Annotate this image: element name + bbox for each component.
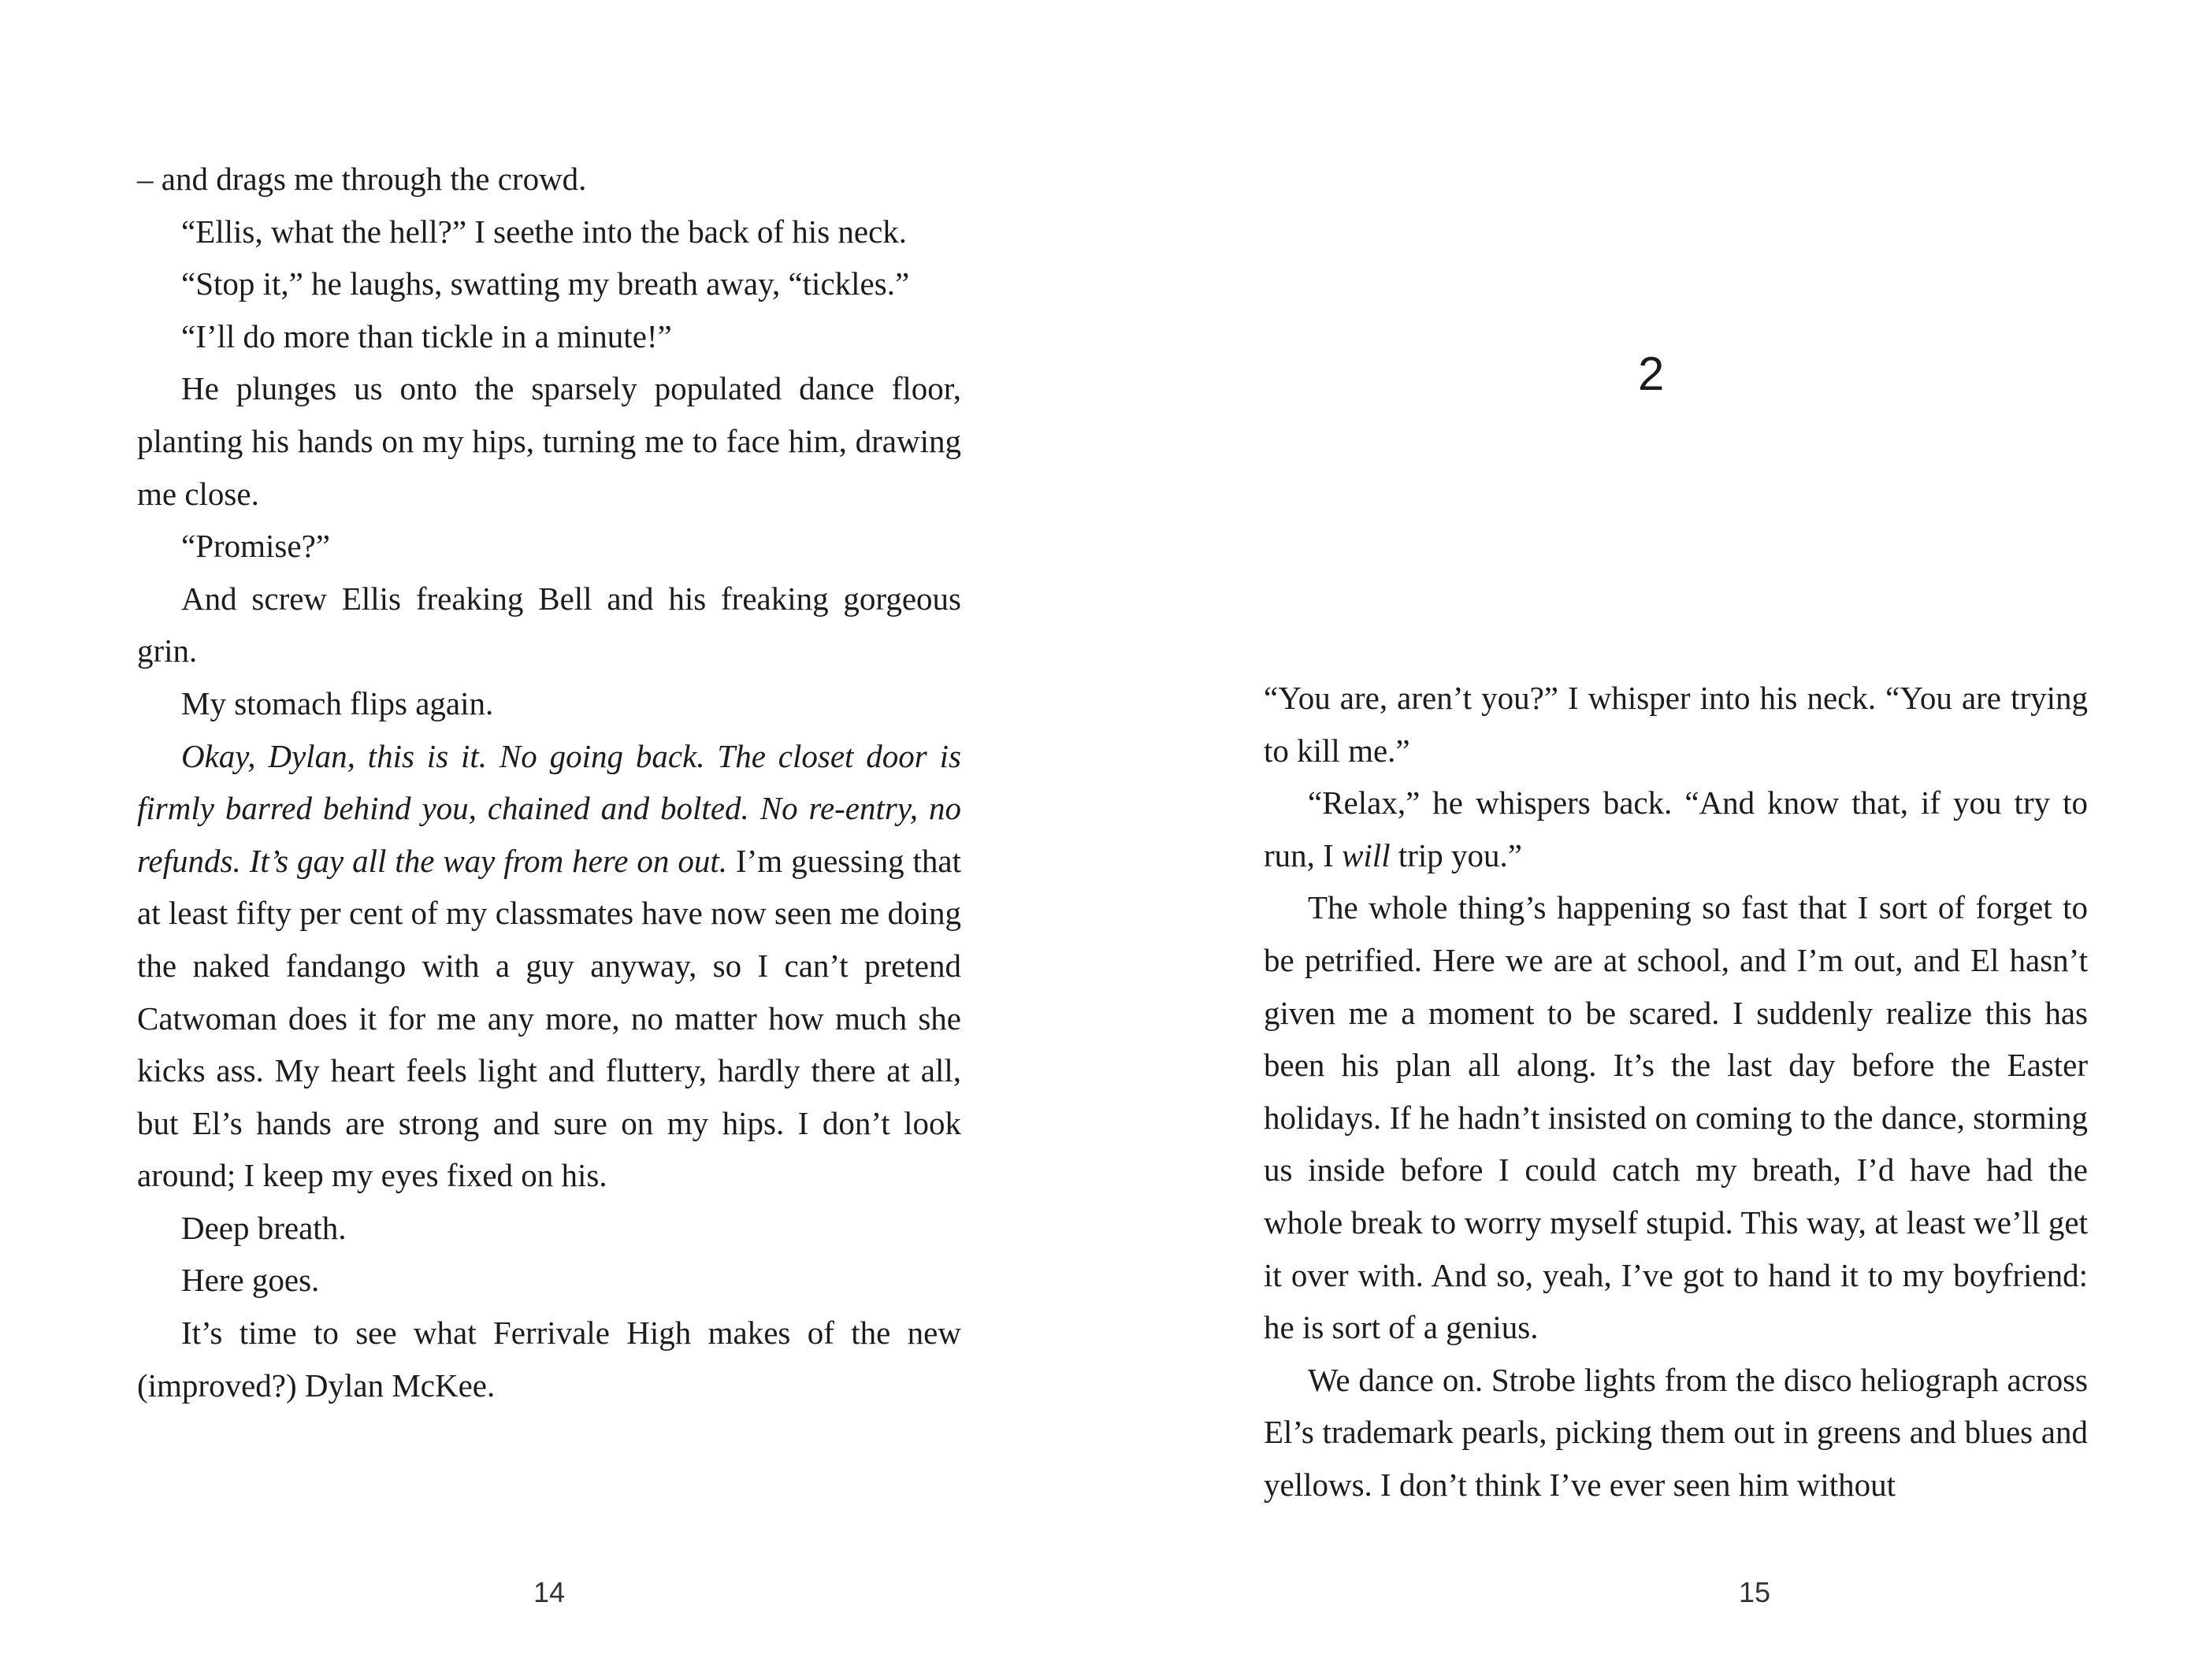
paragraph: Deep breath.: [181, 1209, 347, 1246]
paragraph: “Stop it,” he laughs, swatting my breath away, “tickles.”: [181, 265, 910, 302]
paragraph: “Ellis, what the hell?” I seethe into the back of his neck.: [181, 213, 908, 250]
paragraph: My stomach flips again.: [181, 684, 494, 721]
page-number-right: 15: [1738, 1576, 1771, 1608]
paragraph-start: “Relax,” he whispers back. “And know that, if you try to run, I: [1264, 784, 2088, 873]
paragraph: And screw Ellis freaking Bell and his freaking gorgeous grin.: [137, 580, 961, 669]
chapter-number: 2: [1638, 347, 1665, 400]
italic-word: will: [1342, 836, 1391, 873]
italic-passage: Okay, Dylan, this is it. No going back. The closet door is firmly barred behind you, chained and bolted. No re-entry, no refunds. It’s gay all the way from here on out.: [137, 737, 961, 879]
paragraph: He plunges us onto the sparsely populated dance floor, planting his hands on my hips, turning me to face him, drawing me close.: [137, 370, 961, 512]
paragraph-continuation: I’m guessing that at least fifty per cent of my classmates have now seen me doing the naked fandango with a guy anyway, so I can’t pretend Catwoman does it for me any more, no matter how much she kicks ass. My heart feels light and fluttery, hardly there at all, but El’s hands are strong and sure on my hips. I don’t look around; I keep my eyes fixed on his.: [137, 842, 961, 1194]
right-page: [1103, 0, 2206, 1680]
left-page-body: [137, 153, 961, 1411]
paragraph: We dance on. Strobe lights from the disco heliograph across El’s trademark pearls, picking them out in greens and blues and yellows. I don’t think I’ve ever seen him without: [1264, 1361, 2088, 1503]
paragraph: [1264, 777, 2088, 881]
paragraph: [137, 730, 961, 1202]
paragraph: “I’ll do more than tickle in a minute!”: [181, 317, 672, 354]
paragraph: It’s time to see what Ferrivale High makes of the new (improved?) Dylan McKee.: [137, 1315, 961, 1404]
paragraph: – and drags me through the crowd.: [137, 161, 587, 197]
paragraph: The whole thing’s happening so fast that I sort of forget to be petrified. Here we are at school, and I’m out, and El hasn’t given me a moment to be scared. I suddenly realize this has been his plan all along. It’s the last day before the Easter holidays. If he hadn’t insisted on coming to the dance, storming us inside before I could catch my breath, I’d have had the whole break to worry myself stupid. This way, at least we’ll get it over with. And so, yeah, I’ve got to hand it to my boyfriend: he is sort of a genius.: [1264, 889, 2088, 1346]
page-number-left: 14: [533, 1576, 566, 1608]
paragraph-end: trip you.”: [1390, 836, 1522, 873]
paragraph: “You are, aren’t you?” I whisper into his neck. “You are trying to kill me.”: [1264, 680, 2088, 769]
paragraph: “Promise?”: [181, 528, 330, 565]
right-page-body: [1264, 672, 2088, 1511]
paragraph: Here goes.: [181, 1262, 320, 1299]
